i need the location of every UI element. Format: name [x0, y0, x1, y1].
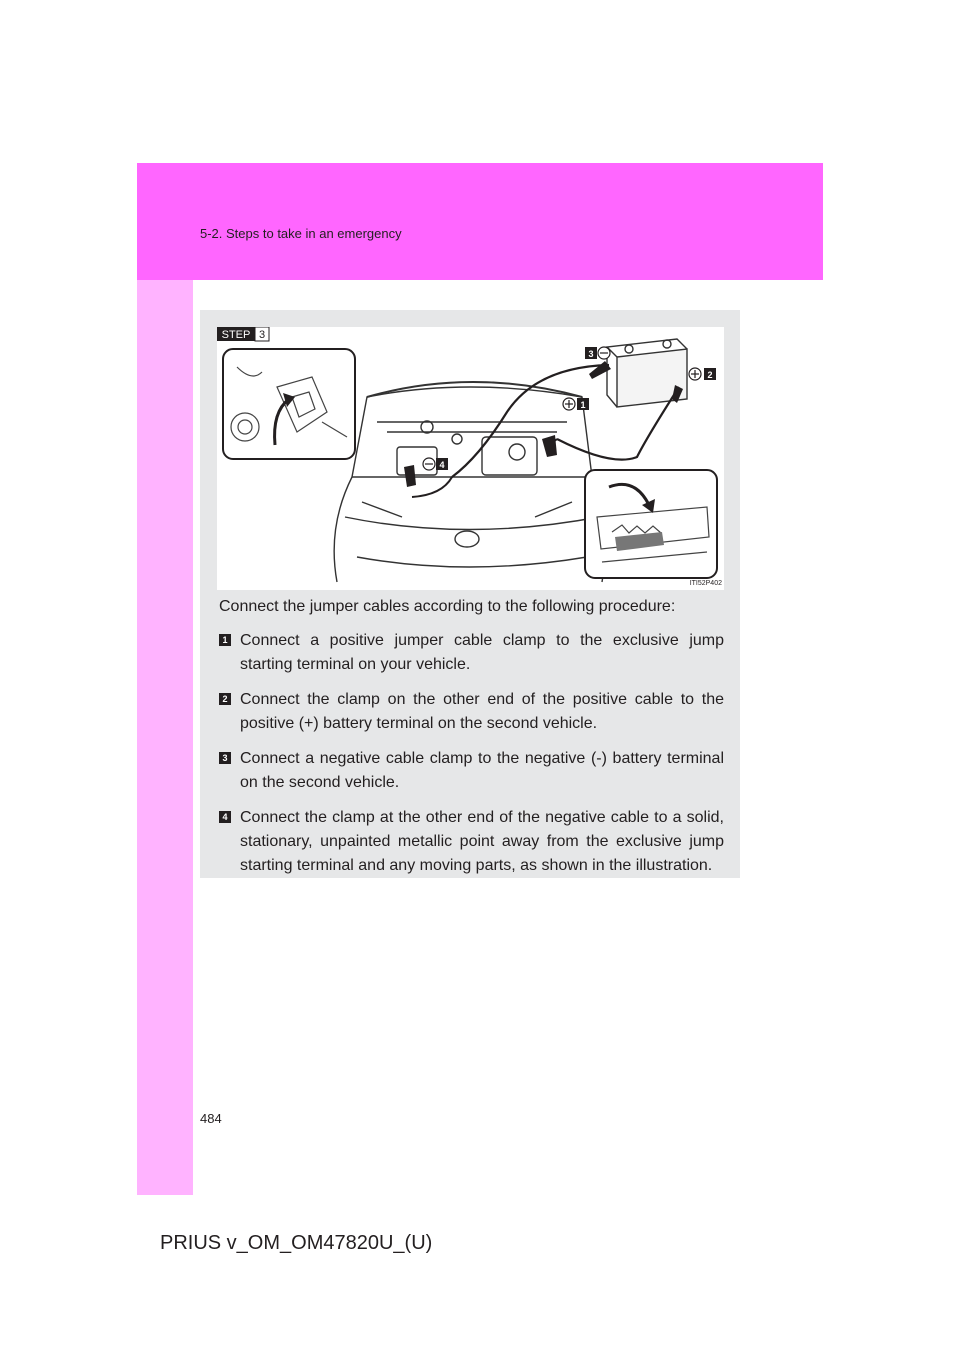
- svg-text:3: 3: [588, 349, 594, 359]
- page-number: 484: [200, 1111, 222, 1126]
- step-number-icon: 1: [219, 634, 231, 646]
- side-tab: [137, 163, 193, 1195]
- figure-code: ITI52P402: [689, 580, 722, 587]
- illustration-svg: [217, 327, 724, 590]
- clamp-detail-inset: [223, 349, 355, 459]
- step-number-icon: 4: [219, 811, 231, 823]
- step-text: Connect a negative cable clamp to the negative (-) battery terminal on the second vehicle.: [240, 750, 724, 791]
- procedure-steps: [219, 629, 724, 889]
- svg-text:1: 1: [580, 400, 586, 410]
- step-number-icon: 3: [219, 752, 231, 764]
- terminal-detail-inset: [585, 470, 717, 578]
- step-badge-label: STEP: [221, 329, 251, 341]
- procedure-step: [219, 747, 724, 795]
- step-text: Connect the clamp at the other end of the negative cable to a solid, stationary, unpainted metallic point away from the exclusive jump starting terminal and any moving parts, as shown in the illustration.: [240, 809, 724, 874]
- jump-start-illustration: [217, 327, 724, 590]
- svg-text:4: 4: [439, 460, 445, 470]
- section-title: 5-2. Steps to take in an emergency: [200, 226, 402, 241]
- callout-1: [563, 398, 589, 410]
- header-band: [137, 163, 823, 280]
- svg-text:2: 2: [707, 370, 713, 380]
- callout-4: [423, 458, 448, 470]
- procedure-step: [219, 806, 724, 878]
- procedure-intro: Connect the jumper cables according to the following procedure:: [219, 598, 676, 615]
- step-text: Connect a positive jumper cable clamp to the exclusive jump starting terminal on your vehicle.: [240, 632, 724, 673]
- procedure-step: [219, 629, 724, 677]
- callout-2: [689, 368, 716, 380]
- car-drawing: [334, 382, 605, 582]
- step-badge-number: 3: [258, 329, 266, 341]
- step-number-icon: 2: [219, 693, 231, 705]
- callout-3: [585, 347, 610, 359]
- procedure-step: [219, 688, 724, 736]
- step-text: Connect the clamp on the other end of the positive cable to the positive (+) battery terminal on the second vehicle.: [240, 691, 724, 732]
- document-code: PRIUS v_OM_OM47820U_(U): [160, 1232, 433, 1254]
